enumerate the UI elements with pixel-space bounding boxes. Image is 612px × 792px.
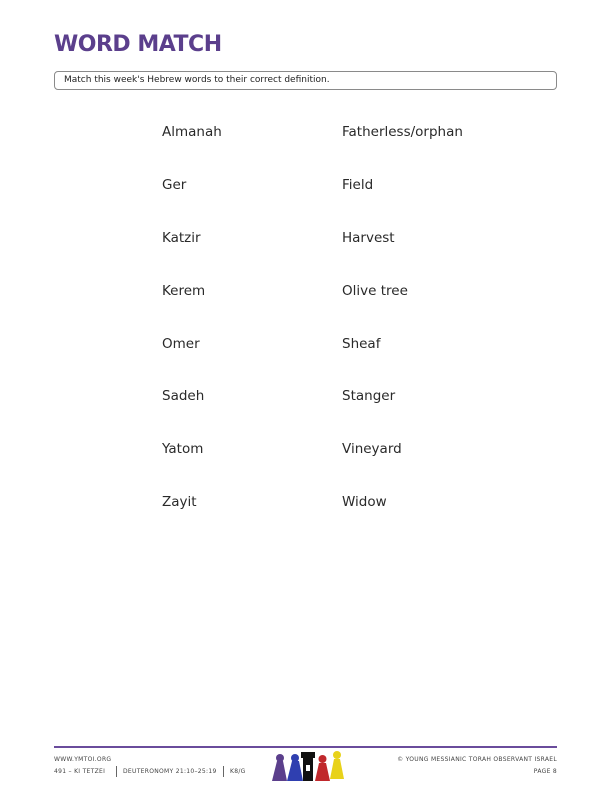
definition: Fatherless/orphan: [342, 124, 463, 140]
footer-level: K8/G: [230, 768, 246, 775]
logo-figure-blue: [287, 754, 303, 781]
hebrew-word: Omer: [162, 336, 200, 352]
logo-figure-black: [301, 752, 315, 781]
footer-separator: [116, 766, 117, 777]
definition: Vineyard: [342, 441, 402, 457]
instructions-text: Match this week's Hebrew words to their correct definition.: [64, 75, 330, 85]
definition: Stanger: [342, 388, 396, 404]
footer-reference: DEUTERONOMY 21:10–25:19: [123, 768, 217, 775]
page-title: WORD MATCH: [54, 32, 222, 57]
hebrew-word: Yatom: [162, 441, 204, 457]
hebrew-word: Kerem: [162, 283, 206, 299]
logo-figure-red: [315, 755, 330, 781]
logo-figure-purple: [272, 754, 287, 781]
hebrew-word: Katzir: [162, 230, 201, 246]
footer-parashah: 491 – KI TETZEI: [54, 768, 106, 775]
definition: Harvest: [342, 230, 395, 246]
definition: Olive tree: [342, 283, 408, 299]
footer-copyright: © YOUNG MESSIANIC TORAH OBSERVANT ISRAEL: [397, 756, 557, 763]
instructions-box: [54, 71, 557, 90]
hebrew-word: Ger: [162, 177, 187, 193]
footer-separator: [223, 766, 224, 777]
hebrew-word: Sadeh: [162, 388, 205, 404]
hebrew-word: Almanah: [162, 124, 222, 140]
ymtoi-logo: [268, 749, 346, 783]
hebrew-word: Zayit: [162, 494, 197, 510]
definition: Sheaf: [342, 336, 381, 352]
footer-page-number: PAGE 8: [533, 768, 557, 775]
definition: Widow: [342, 494, 387, 510]
definition: Field: [342, 177, 374, 193]
footer-divider: [54, 746, 557, 748]
footer-website: WWW.YMTOI.ORG: [54, 756, 112, 763]
logo-figure-yellow: [330, 751, 344, 779]
